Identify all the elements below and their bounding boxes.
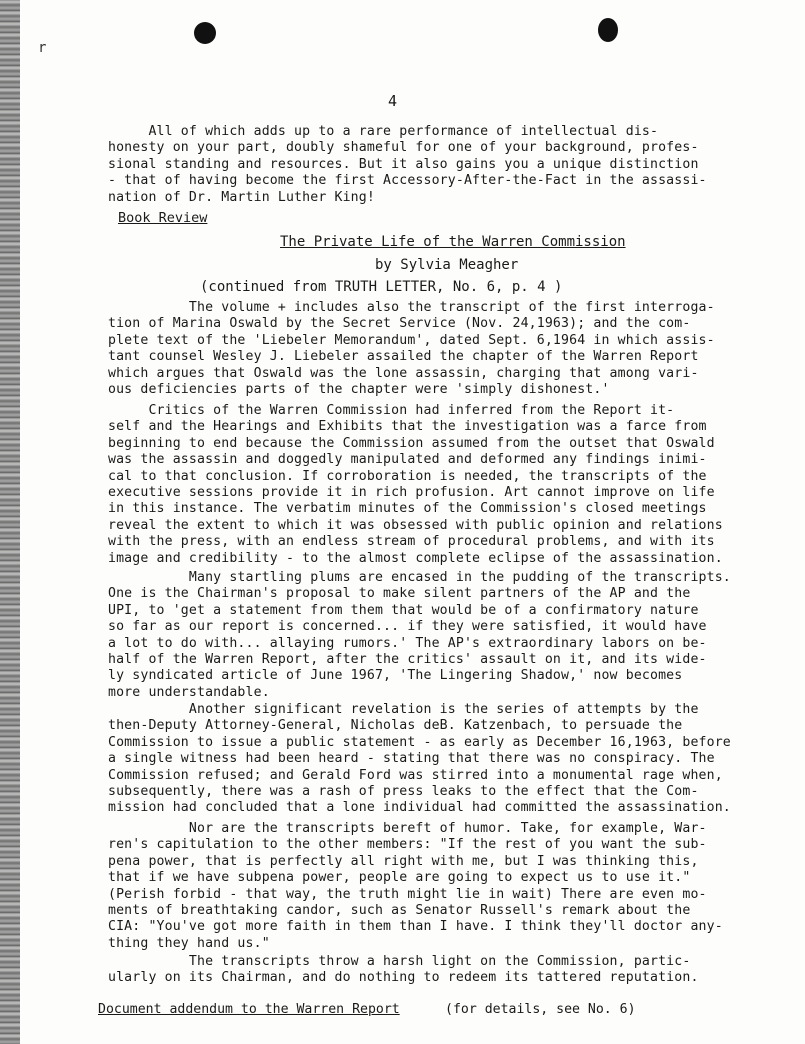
paragraph-volume: The volume + includes also the transcript of the first interroga- tion of Marina Oswald by the Secret Service (Nov. 24,1963); and the com- plete text of the 'Liebeler Memorandum', dated Sept. 6,1964 in which assis- tant counsel Wesley J. Liebeler assailed the chapter of the Warren Report which argues that Oswald was the lone assassin, charging that among vari- ous deficiencies parts of the chapter were 'simply dishonest.' xyxy=(108,300,715,398)
byline: by Sylvia Meagher xyxy=(375,257,519,273)
paragraph-conclusion: The transcripts throw a harsh light on the Commission, partic- ularly on its Chairman, and do nothing to redeem its tattered reputation. xyxy=(108,954,699,986)
paragraph-plums: Many startling plums are encased in the pudding of the transcripts. One is the Chairman's proposal to make silent partners of the AP and the UPI, to 'get a statement from them that would be of a confirmatory nature so far as our report is concerned... if they were satisfied, it would have a lot to do with... allaying rumors.' The AP's extraordinary labors on be- half of the Warren Report, after the critics' assault on it, and its wide- ly syndicated article of June 1967, 'The Lingering Shadow,' now becomes more understandable. xyxy=(108,570,731,700)
paragraph-revelation: Another significant revelation is the series of attempts by the then-Deputy Attorney-General, Nicholas deB. Katzenbach, to persuade the Commission to issue a public statement - as early as December 16,1963, before a single witness had been heard - stating that there was no conspiracy. The Commission refused; and Gerald Ford was stirred into a monumental rage when, subsequently, there was a rash of press leaks to the effect that the Com- mission had concluded that a lone individual had committed the assassination. xyxy=(108,702,731,816)
paragraph-critics: Critics of the Warren Commission had inferred from the Report it- self and the Hearings and Exhibits that the investigation was a farce from beginning to end because the Commission assumed from the outset that Oswald was the assassin and doggedly manipulated and deformed any findings inimi- cal to that conclusion. If corroboration is needed, the transcripts of the executive sessions provide it in rich profusion. Art cannot improve on life in this instance. The verbatim minutes of the Commission's closed meetings reveal the extent to which it was obsessed with public opinion and relations with the press, with an endless stream of procedural problems, and with its image and credibility - to the almost complete eclipse of the assassination. xyxy=(108,403,723,566)
book-title: The Private Life of the Warren Commission xyxy=(280,234,626,250)
page-number: 4 xyxy=(388,92,398,110)
punch-hole-right xyxy=(598,18,618,42)
continued-note: (continued from TRUTH LETTER, No. 6, p. 4 ) xyxy=(200,279,563,295)
scan-edge-shadow xyxy=(0,0,20,1044)
punch-hole-left xyxy=(194,22,216,44)
section-label: Book Review xyxy=(118,210,208,226)
paragraph-humor: Nor are the transcripts bereft of humor. Take, for example, War- ren's capitulation to the other members: "If the rest of you want the sub- pena power, that is perfectly all right with me, but I was thinking this, that if we have subpena power, people are going to expect us to use it." (Perish forbid - that way, the truth might lie in wait) There are even mo- ments of breathtaking candor, such as Senator Russell's remark about the CIA: "You've got more faith in them than I have. I think they'll doctor any- thing they hand us." xyxy=(108,821,723,951)
margin-mark: r xyxy=(38,40,47,56)
intro-paragraph: All of which adds up to a rare performance of intellectual dis- honesty on your part, doubly shameful for one of your background, profes- sional standing and resources. But it also gains you a unique distinction - that of having become the first Accessory-After-the-Fact in the assassi- nation of Dr. Martin Luther King! xyxy=(108,124,707,205)
footer-detail: (for details, see No. 6) xyxy=(445,1002,636,1017)
footer-addendum: Document addendum to the Warren Report xyxy=(98,1002,400,1017)
